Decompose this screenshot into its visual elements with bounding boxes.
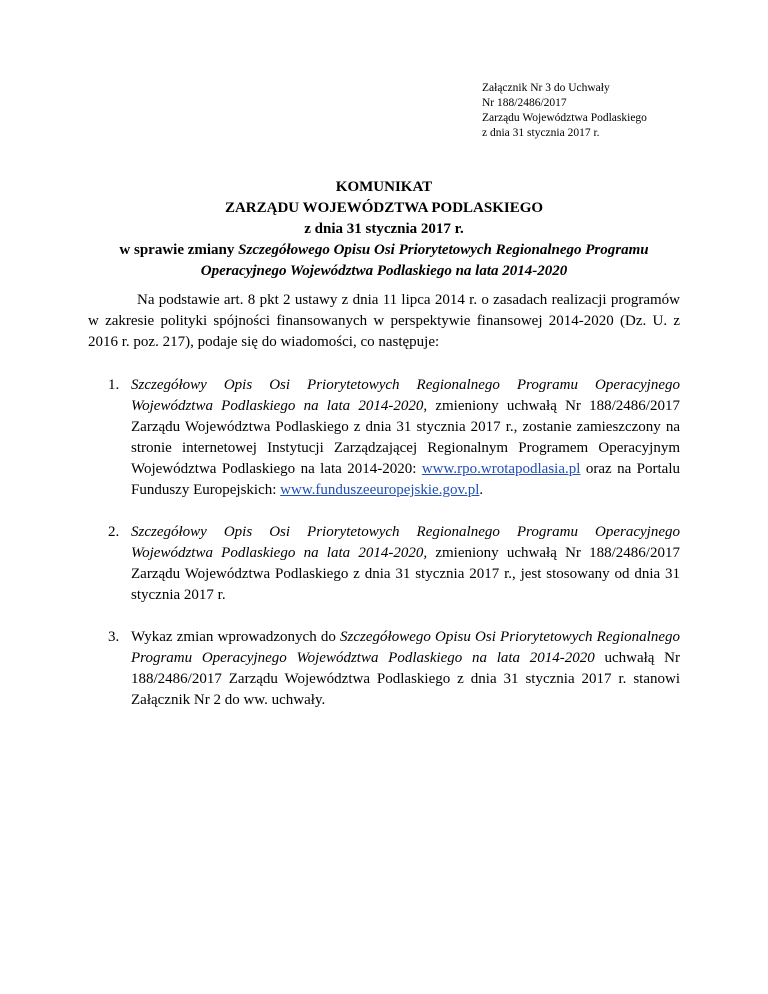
- list-item-text: zmieniony uchwałą Nr 188/2486/2017 Zarządu Województwa Podlaskiego z dnia 31 stycznia 2017 r., jest stosowany od dnia 31 stycznia 2017 r.: [131, 545, 680, 603]
- heading-subject-prefix: w sprawie zmiany: [119, 242, 239, 258]
- annex-line: z dnia 31 stycznia 2017 r.: [482, 127, 600, 139]
- heading-subject-line-2: [88, 261, 680, 282]
- list-item: [88, 375, 680, 501]
- list-item: [88, 522, 680, 606]
- heading-subject-italic-2: Operacyjnego Województwa Podlaskiego na lata 2014-2020: [200, 263, 568, 279]
- list-item-italic: Szczegółowy Opis Osi Priorytetowych Regionalnego Programu Operacyjnego Województwa Podlaskiego na lata 2014-2020: [131, 377, 680, 414]
- list-item-text: .: [479, 482, 484, 498]
- heading-subject-line-1: [88, 240, 680, 261]
- numbered-list: [88, 375, 680, 732]
- annex-line: Zarządu Województwa Podlaskiego: [482, 112, 647, 124]
- heading-title: KOMUNIKAT: [335, 179, 433, 195]
- list-item: [88, 627, 680, 711]
- list-item-number: 1.: [108, 377, 120, 393]
- list-item-text: oraz na Portalu Funduszy Europejskich:: [131, 461, 680, 498]
- annex-reference: [482, 81, 647, 141]
- list-item-text: , zmieniony uchwałą Nr 188/2486/2017 Zarządu Województwa Podlaskiego z dnia 31 stycznia 2017 r., zostanie zamieszczony na stronie internetowej Instytucji Zarządzającej Regionalnym Programem Operacyjnym Województwa Podlaskiego na lata 2014-2020:: [131, 398, 680, 477]
- rpo-wrotapodlasia-link[interactable]: www.rpo.wrotapodlasia.pl: [421, 461, 581, 477]
- heading-date: z dnia 31 stycznia 2017 r.: [304, 221, 464, 237]
- annex-line: Nr 188/2486/2017: [482, 97, 567, 109]
- heading-subject-italic-1: Szczegółowego Opisu Osi Priorytetowych Regionalnego Programu: [238, 242, 649, 258]
- document-heading: [88, 177, 680, 282]
- list-item-number: 3.: [108, 629, 120, 645]
- list-item-text: Wykaz zmian wprowadzonych do: [131, 629, 341, 645]
- list-item-italic: Szczegółowego Opisu Osi Priorytetowych Regionalnego Programu Operacyjnego Województwa Podlaskiego na lata 2014-2020: [131, 629, 680, 666]
- annex-line: Załącznik Nr 3 do Uchwały: [482, 82, 610, 94]
- list-item-number: 2.: [108, 524, 120, 540]
- heading-issuer: ZARZĄDU WOJEWÓDZTWA PODLASKIEGO: [224, 200, 544, 216]
- funduszeeuropejskie-link[interactable]: www.funduszeeuropejskie.gov.pl: [280, 482, 480, 498]
- list-item-italic: Szczegółowy Opis Osi Priorytetowych Regionalnego Programu Operacyjnego Województwa Podlaskiego na lata 2014-2020,: [131, 524, 680, 561]
- intro-paragraph: Na podstawie art. 8 pkt 2 ustawy z dnia 11 lipca 2014 r. o zasadach realizacji programów w zakresie polityki spójności finansowanych w perspektywie finansowej 2014-2020 (Dz. U. z 2016 r. poz. 217), podaje się do wiadomości, co następuje:: [88, 292, 680, 350]
- list-item-text: uchwałą Nr 188/2486/2017 Zarządu Województwa Podlaskiego z dnia 31 stycznia 2017 r. stanowi Załącznik Nr 2 do ww. uchwały.: [131, 650, 680, 708]
